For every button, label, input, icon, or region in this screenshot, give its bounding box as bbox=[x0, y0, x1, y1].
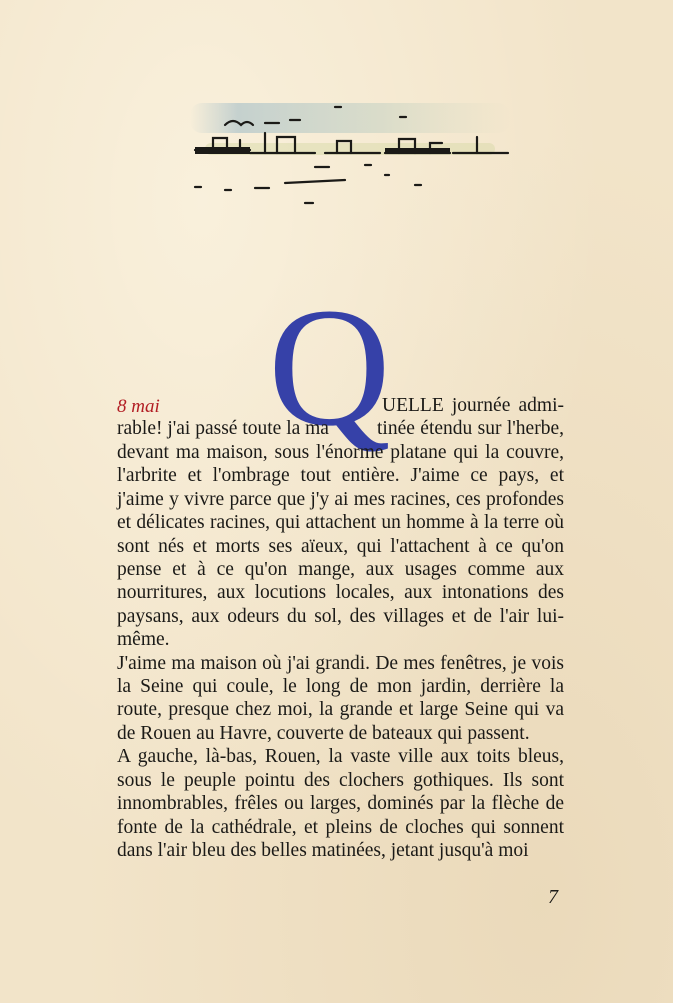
paragraph: devant ma maison, sous l'énorme platane qui la couvre, l'arbrite et l'ombrage tout entière. J'aime ce pays, et j'aime y vivre parce que j'y ai mes racines, ces profondes et délicates racines, qui attachent un homme à la terre où sont nés et morts ses aïeux, qui l'attachent à ce qu'on pense et à ce qu'on mange, aux usages comme aux nourritures, aux locutions locales, aux intonations des paysans, aux odeurs du sol, des villages et de l'air lui-même. bbox=[117, 442, 564, 651]
page-number: 7 bbox=[548, 886, 558, 908]
paragraph: A gauche, là-bas, Rouen, la vaste ville aux toits bleus, sous le peuple pointu des clochers gothiques. Ils sont innombrables, frêles ou larges, dominés par la flèche de fonte de la cathédrale, et pleins de cloches qui sonnent dans l'air bleu des belles matinées, jetant jusqu'à moi bbox=[117, 746, 564, 861]
drop-cap: Q bbox=[268, 273, 391, 461]
body-text bbox=[117, 441, 564, 862]
second-line-left: rable! j'ai passé toute la ma bbox=[117, 418, 329, 439]
first-line: UELLE journée admi- bbox=[382, 395, 564, 416]
entry-date: 8 mai bbox=[117, 396, 160, 417]
boats-on-river-illustration bbox=[185, 95, 515, 215]
second-line-right: tinée étendu sur l'herbe, bbox=[377, 418, 564, 439]
paragraph: J'aime ma maison où j'ai grandi. De mes fenêtres, je vois la Seine qui coule, le long de mon jardin, derrière la route, presque chez moi, la grande et large Seine qui va de Rouen au Havre, couverte de bateaux qui passent. bbox=[117, 652, 564, 744]
